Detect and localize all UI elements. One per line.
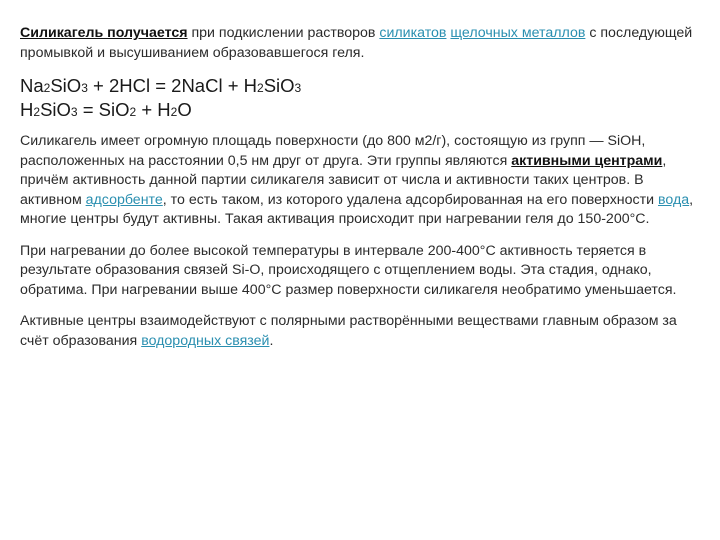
link-water[interactable]: вода <box>658 191 690 208</box>
link-alkali-metals[interactable]: щелочных металлов <box>450 25 586 41</box>
paragraph-heating: При нагревании до более высокой температуры в интервале 200-400°С активность теряется в результате образования связей Si-O, происходящего с отщеплением воды. Эта стадия, однако, обратима. При нагревании выше 400°С размер поверхности силикагеля необратимо уменьшается. <box>20 242 677 298</box>
chemical-equations <box>20 75 700 123</box>
paragraph-hydrogen-bonds: Активные центры взаимодействуют с полярными растворёнными веществами главным образом за счёт образования водородных связей. <box>20 313 677 349</box>
equation-2: H2SiO3 = SiO2 + H2O <box>20 99 192 120</box>
link-adsorbent[interactable]: адсорбенте <box>85 191 163 208</box>
equation-1: Na2SiO3 + 2HCl = 2NaCl + H2SiO3 <box>20 75 302 96</box>
paragraph-intro: Силикагель получается при подкислении растворов силикатов щелочных металлов с последующей промывкой и высушиванием образовавшегося геля. <box>20 25 693 61</box>
paragraph-active-centers: Силикагель имеет огромную площадь поверхности (до 800 м2/г), состоящую из групп — SiOH, расположенных на расстоянии 0,5 нм друг от друга. Эти группы являются активными центрами, причём активность данной партии силикагеля зависит от числа и активности таких центров. В активном адсорбенте, то есть таком, из которого удалена адсорбированная на его поверхности вода, многие центры будут активны. Такая активация происходит при нагревании геля до 150-200°С. <box>20 133 694 227</box>
document-body <box>20 24 700 363</box>
term-silica-gel: Силикагель получается <box>20 25 188 41</box>
link-silicates[interactable]: силикатов <box>379 25 447 41</box>
link-hydrogen-bonds[interactable]: водородных связей <box>141 332 270 349</box>
term-active-centers: активными центрами <box>511 152 663 169</box>
